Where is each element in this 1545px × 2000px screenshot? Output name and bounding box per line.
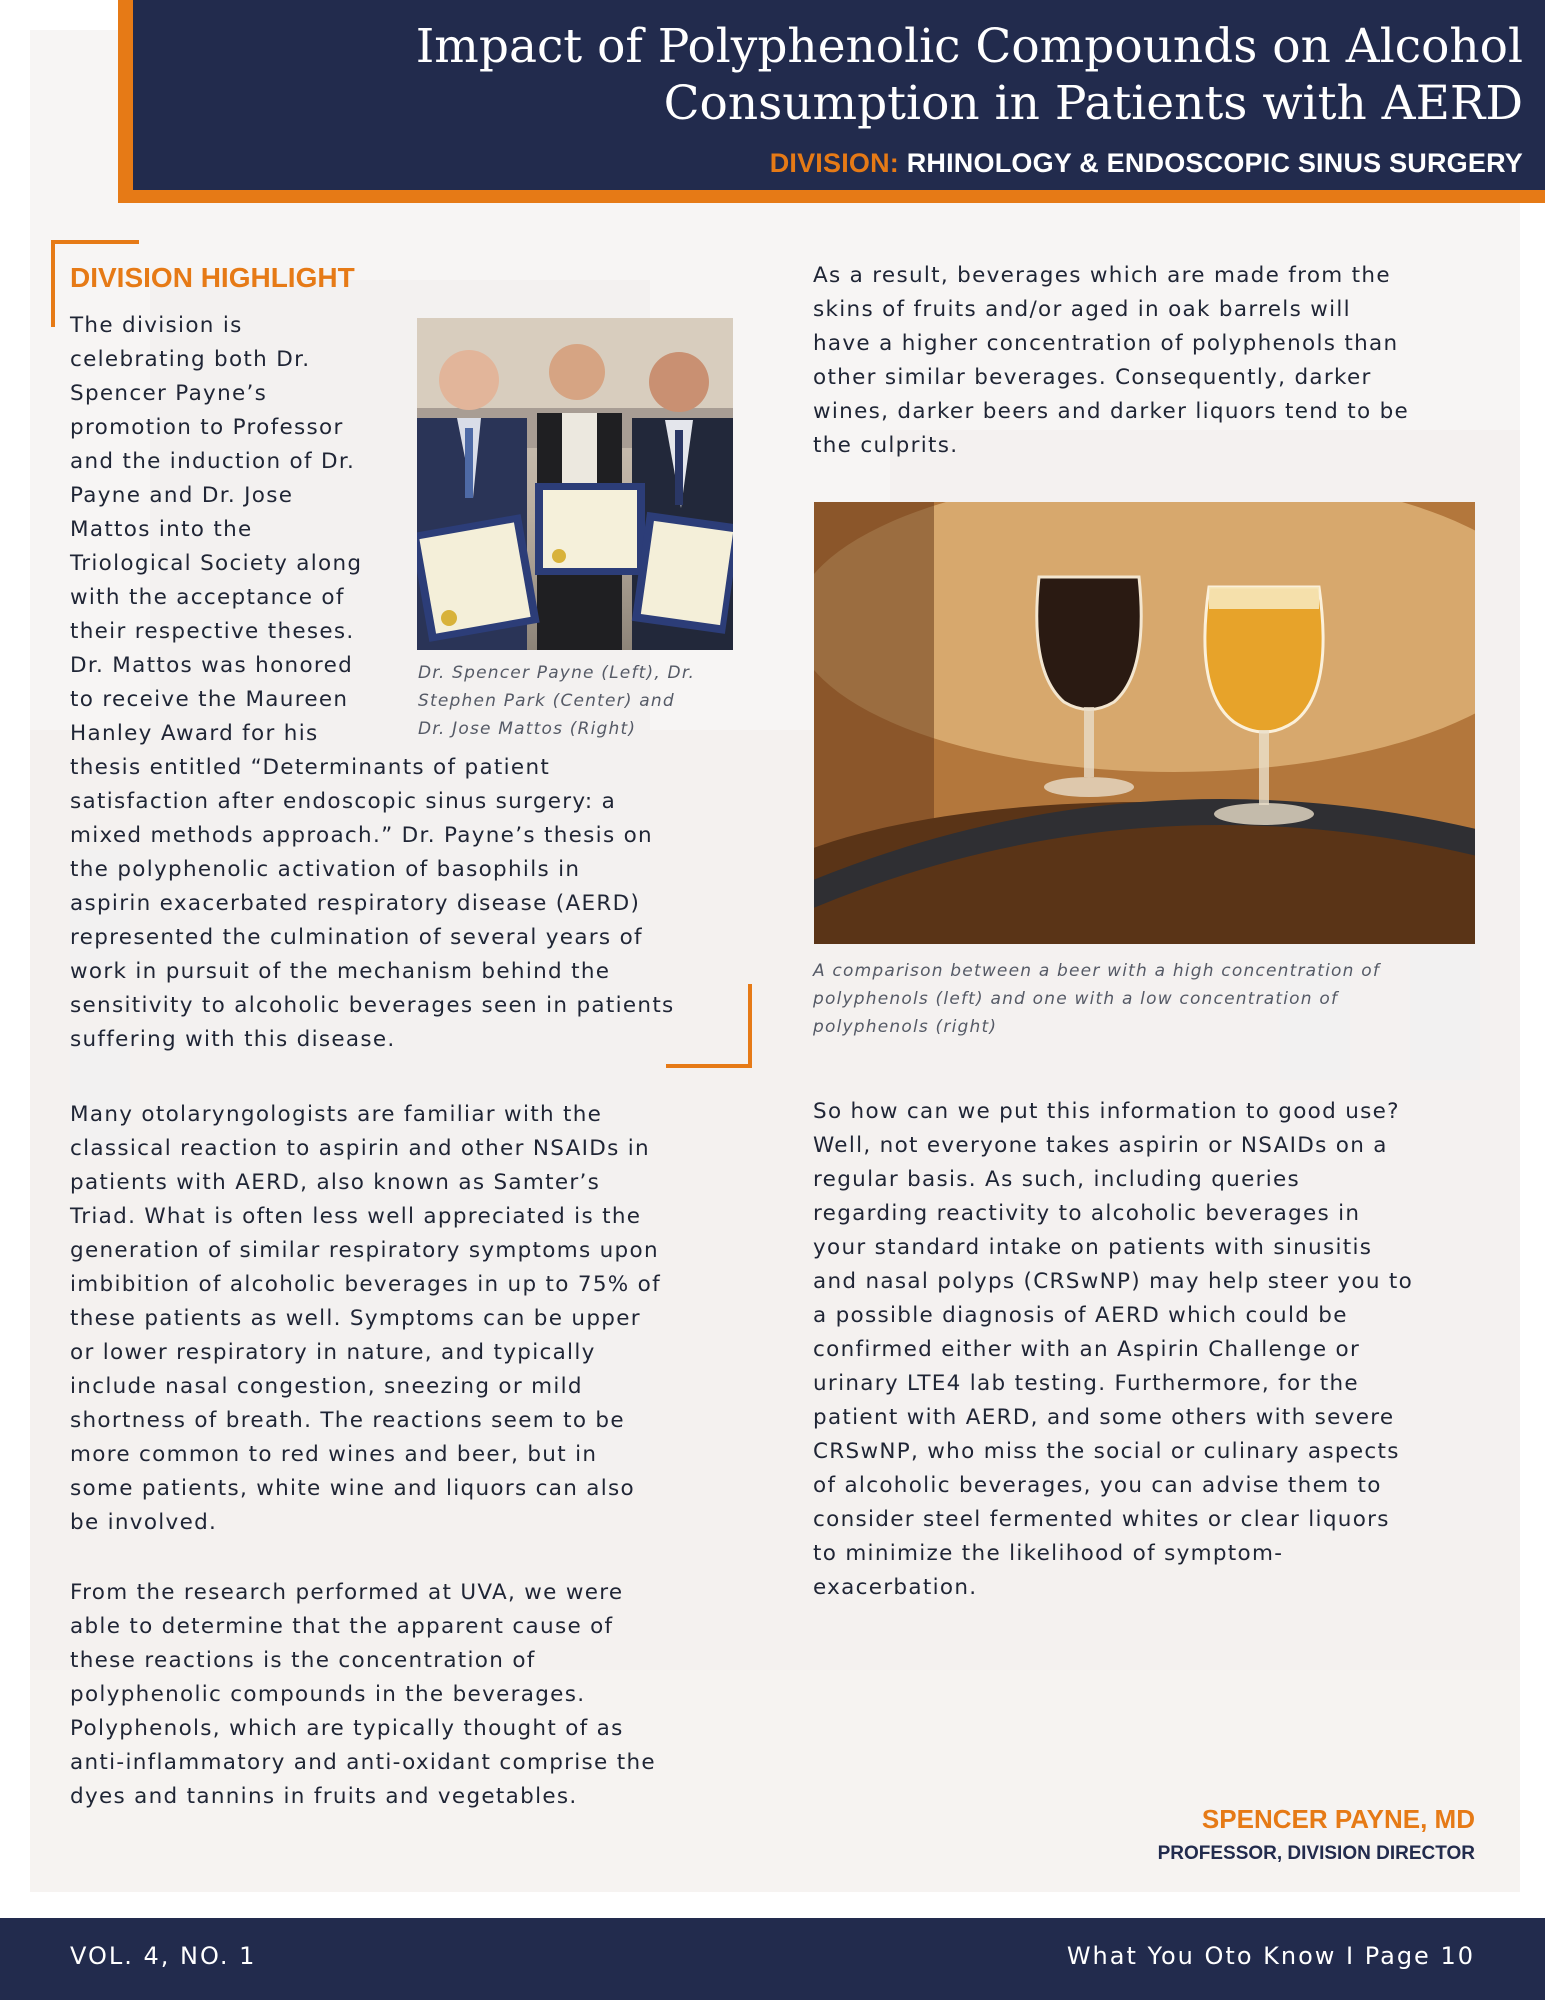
footer-bar: [0, 1918, 1545, 2000]
body-paragraph-2: Many otolaryngologists are familiar with the classical reaction to aspirin and other NSAIDs in patients with AERD, also known as Samter’s Triad. What is often less well appreciated is the generation of similar respiratory symptoms upon imbibition of alcoholic beverages in up to 75% of these patients as well. Symptoms can be upper or lower respiratory in nature, and typically include nasal congestion, sneezing or mild shortness of breath. The reactions seem to be more common to red wines and beer, but in some patients, white wine and liquors can also be involved.: [70, 1102, 661, 1535]
award-photo: [417, 318, 733, 650]
article-title: Impact of Polyphenolic Compounds on Alcohol Consumption in Patients with AERD: [415, 19, 1523, 131]
beer-photo-caption: A comparison between a beer with a high concentration of polyphenols (left) and one with a low concentration of polyphenols (right): [813, 961, 1381, 1037]
author-role: PROFESSOR, DIVISION DIRECTOR: [1157, 1843, 1475, 1864]
volume-label: VOL. 4, NO. 1: [70, 1942, 257, 1970]
division-line: [770, 148, 1523, 179]
right-paragraph-1: As a result, beverages which are made from the skins of fruits and/or aged in oak barrels will have a higher concentration of polyphenols than other similar beverages. Consequently, darker wines, darker beers and darker liquors tend to be the culprits.: [813, 263, 1410, 458]
right-paragraph-2: So how can we put this information to good use? Well, not everyone takes aspirin or NSAIDs on a regular basis. As such, including queries regarding reactivity to alcoholic beverages in your standard intake on patients with sinusitis and nasal polyps (CRSwNP) may help steer you to a possible diagnosis of AERD which could be confirmed either with an Aspirin Challenge or urinary LTE4 lab testing. Furthermore, for the patient with AERD, and some others with severe CRSwNP, who miss the social or culinary aspects of alcoholic beverages, you can advise them to consider steel fermented whites or clear liquors to minimize the likelihood of symptom- exacerbation.: [813, 1099, 1414, 1600]
highlight-text-full-width: thesis entitled “Determinants of patient satisfaction after endoscopic sinus surgery: a mixed methods approach.” Dr. Payne’s thesis on the polyphenolic activation of basophils in aspirin exacerbated respiratory disease (AERD) represented the culmination of several years of work in pursuit of the mechanism behind the sensitivity to alcoholic beverages seen in patients suffering with this disease.: [70, 755, 675, 1052]
body-paragraph-3: From the research performed at UVA, we were able to determine that the apparent cause of these reactions is the concentration of polyphenolic compounds in the beverages. Polyphenols, which are typically thought of as anti-inflammatory and anti-oxidant comprise the dyes and tannins in fruits and vegetables.: [70, 1580, 656, 1809]
beer-comparison-photo: [814, 502, 1475, 944]
title-banner-inner: [133, 0, 1545, 190]
division-label: DIVISION:: [769, 148, 899, 178]
page-label: What You Oto Know I Page 10: [1066, 1942, 1475, 1970]
highlight-text-wrapped: The division is celebrating both Dr. Spencer Payne’s promotion to Professor and the induction of Dr. Payne and Dr. Jose Mattos into the Triological Society along with the acceptance of their respective theses. Dr. Mattos was honored to receive the Maureen Hanley Award for his: [70, 313, 363, 746]
author-name: SPENCER PAYNE, MD: [1201, 1804, 1475, 1834]
highlight-heading: DIVISION HIGHLIGHT: [70, 262, 355, 293]
award-photo-caption: Dr. Spencer Payne (Left), Dr. Stephen Park (Center) and Dr. Jose Mattos (Right): [418, 663, 696, 739]
title-banner: [118, 0, 1545, 203]
division-name: RHINOLOGY & ENDOSCOPIC SINUS SURGERY: [906, 148, 1523, 178]
award-photo-illustration: [417, 318, 733, 650]
beer-photo-illustration: [814, 502, 1475, 944]
